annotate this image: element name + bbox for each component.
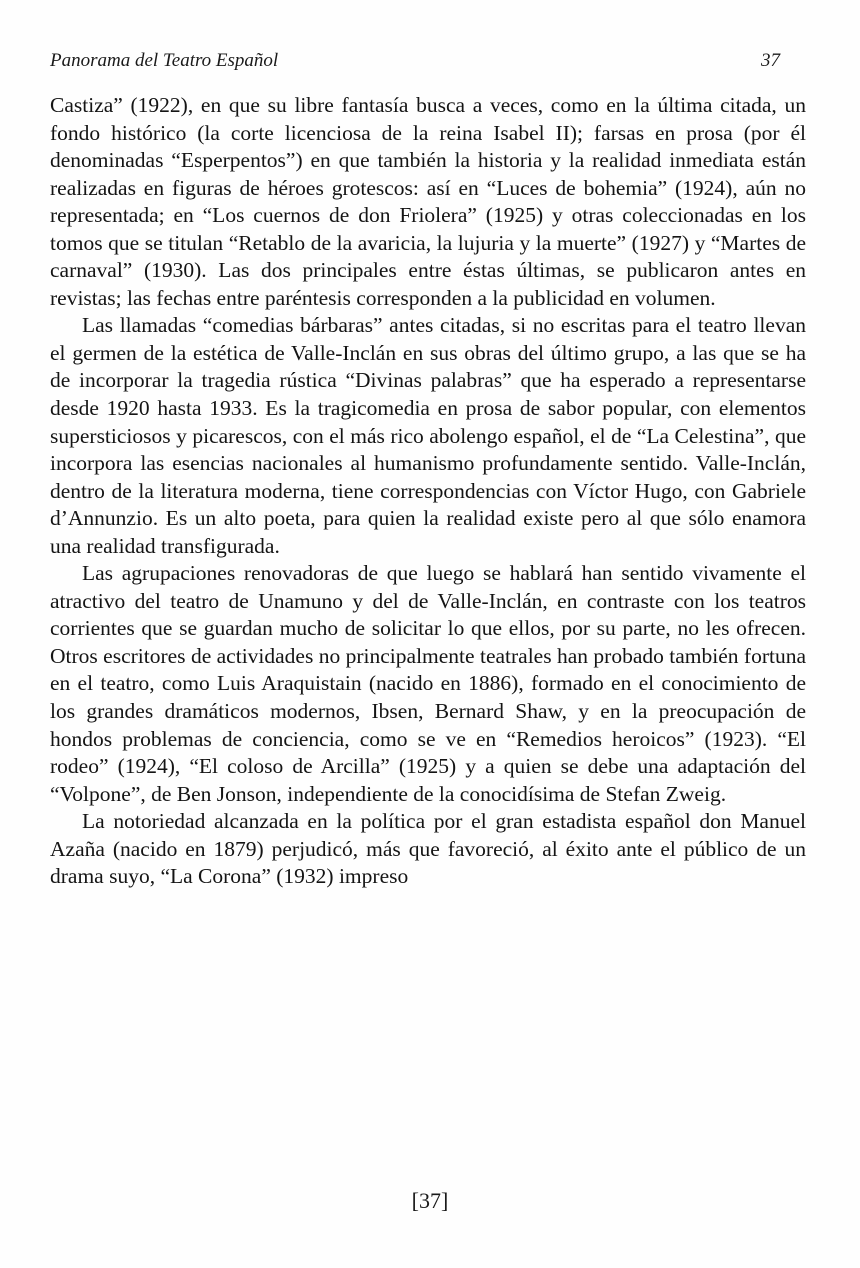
page-number-footer: [37] xyxy=(411,1188,449,1213)
paragraph: La notoriedad alcanzada en la política por el gran estadista español don Manuel Azaña (nacido en 1879) perjudicó, más que favoreció, al éxito ante el público de un drama suyo, “La Corona” (1932) impreso xyxy=(50,809,806,889)
running-header-title: Panorama del Teatro Español xyxy=(50,50,279,71)
running-header xyxy=(50,50,780,74)
body-text xyxy=(50,92,806,891)
paragraph-continuation: Castiza” (1922), en que su libre fantasía busca a veces, como en la última citada, un fondo histórico (la corte licenciosa de la reina Isabel II); farsas en prosa (por él denominadas “Esperpentos”) en que también la historia y la realidad inmediata están realizadas en figuras de héroes grotescos: así en “Luces de bohemia” (1924), aún no representada; en “Los cuernos de don Friolera” (1925) y otras coleccionadas en los tomos que se titulan “Retablo de la avaricia, la lujuria y la muerte” (1927) y “Martes de carnaval” (1930). Las dos principales entre éstas últimas, se publicaron antes en revistas; las fechas entre paréntesis corresponden a la publicidad en volumen. xyxy=(50,93,806,310)
paragraph: Las llamadas “comedias bárbaras” antes citadas, si no escritas para el teatro llevan el germen de la estética de Valle-Inclán en sus obras del último grupo, a las que se ha de incorporar la tragedia rústica “Divinas palabras” que ha esperado a representarse desde 1920 hasta 1933. Es la tragicomedia en prosa de sabor popular, con elementos supersticiosos y picarescos, con el más rico abolengo español, el de “La Celestina”, que incorpora las esencias nacionales al humanismo profundamente sentido. Valle-Inclán, dentro de la literatura moderna, tiene correspondencias con Víctor Hugo, con Gabriele d’Annunzio. Es un alto poeta, para quien la realidad existe pero al que sólo enamora una realidad transfigurada. xyxy=(50,313,806,558)
paragraph: Las agrupaciones renovadoras de que luego se hablará han sentido vivamente el atractivo del teatro de Unamuno y del de Valle-Inclán, en contraste con los teatros corrientes que se guardan mucho de solicitar lo que ellos, por su parte, no les ofrecen. Otros escritores de actividades no principalmente teatrales han probado también fortuna en el teatro, como Luis Araquistain (nacido en 1886), formado en el conocimiento de los grandes dramáticos modernos, Ibsen, Bernard Shaw, y en la preocupación de hondos problemas de conciencia, como se ve en “Remedios heroicos” (1923). “El rodeo” (1924), “El coloso de Arcilla” (1925) y a quien se debe una adaptación del “Volpone”, de Ben Jonson, independiente de la conocidísima de Stefan Zweig. xyxy=(50,561,806,806)
running-header-folio: 37 xyxy=(761,50,780,71)
